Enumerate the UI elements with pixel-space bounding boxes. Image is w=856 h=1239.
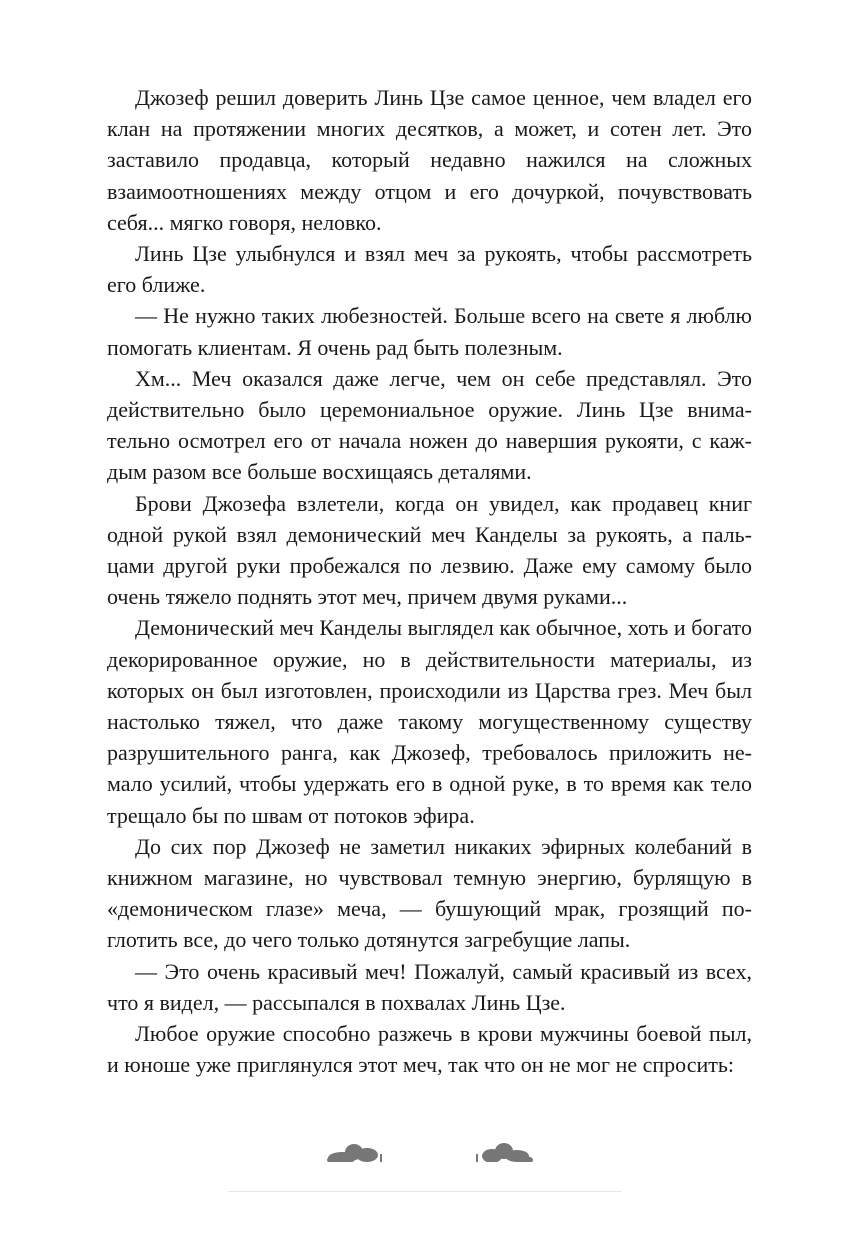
paragraph-1: Джозеф решил доверить Линь Цзе самое ценное, чем владел его клан на протяжении многих десятков, а может, и сотен лет. Это заставило продавца, который недавно нажился на сложных взаимоотношениях между отцом и его дочуркой, почувствовать себя... мягко говоря, неловко. (107, 85, 752, 235)
footer-divider (228, 1191, 622, 1192)
paragraph-6: Демонический меч Канделы выглядел как обычное, хоть и богато декорированное оружие, но в действительности материалы, из которых он был изготовлен, происходили из Царства грез. Меч был настолько тяжел, что даже такому могущественному существу разрушительного ранга, как Джозеф, требовалось приложить немало усилий, чтобы удержать его в одной руке, в то время как тело трещало бы по швам от потоков эфира. (107, 615, 752, 828)
paragraph-3: — Не нужно таких любезностей. Больше всего на свете я люблю помогать клиентам. Я очень рад быть полезным. (107, 303, 752, 360)
paragraph-7: До сих пор Джозеф не заметил никаких эфирных колебаний в книжном магазине, но чувствовал темную энергию, бурлящую в «демоническом глазе» меча, — бушующий мрак, грозящий поглотить все, до чего только дотянутся загребущие лапы. (107, 833, 752, 953)
paragraph-8: — Это очень красивый меч! Пожалуй, самый красивый из всех, что я видел, — рассыпался в похвалах Линь Цзе. (107, 958, 752, 1015)
paragraph-5: Брови Джозефа взлетели, когда он увидел, как продавец книг одной рукой взял демонический меч Канделы за рукоять, а пальцами другой руки пробежался по лезвию. Даже ему самому было очень тяжело поднять этот меч, причем двумя руками... (107, 490, 752, 610)
paragraph-9: Любое оружие способно разжечь в крови мужчины боевой пыл, и юноше уже приглянулся этот меч, так что он не мог не спросить: (107, 1021, 752, 1078)
paragraph-2: Линь Цзе улыбнулся и взял меч за рукоять, чтобы рассмотреть его ближе. (107, 241, 752, 298)
book-page-text (107, 82, 752, 1081)
cloud-ornament-icon (320, 1140, 540, 1162)
paragraph-4: Хм... Меч оказался даже легче, чем он себе представлял. Это действительно было церемониальное оружие. Линь Цзе внимательно осмотрел его от начала ножен до навершия рукояти, с каждым разом все больше восхищаясь деталями. (107, 365, 752, 485)
